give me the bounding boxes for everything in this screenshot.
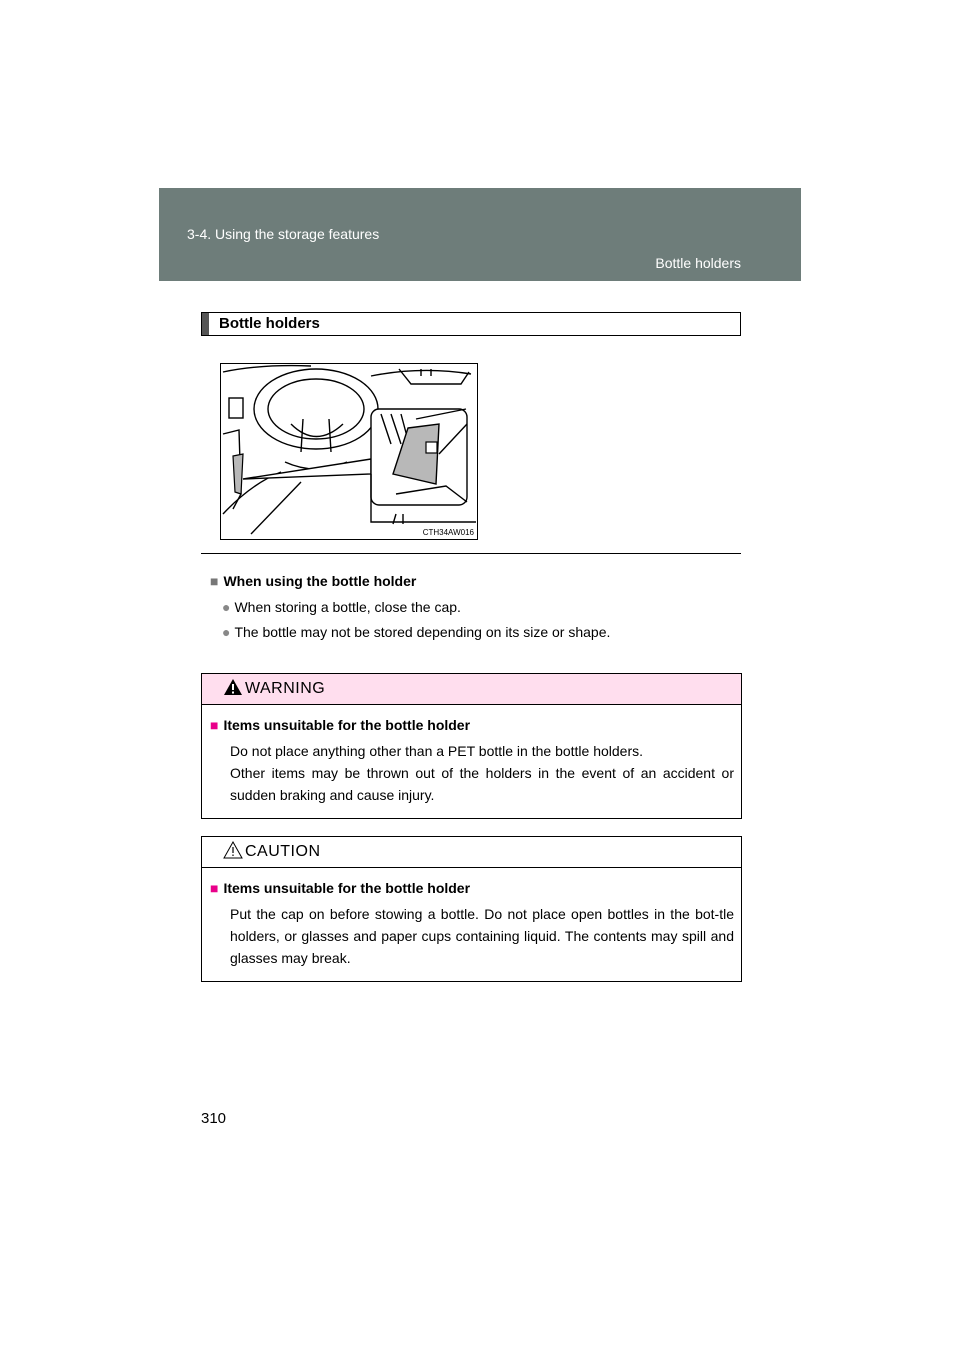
warning-heading: ■ Items unsuitable for the bottle holder [210,717,471,733]
section-divider [201,553,741,554]
warning-label: WARNING [245,680,326,697]
caution-triangle-icon [223,841,243,859]
page-number: 310 [201,1110,227,1127]
title-tab-marker [202,313,209,335]
caution-header [202,837,741,868]
warning-triangle-icon [223,678,243,696]
square-bullet-icon: ■ [210,573,219,589]
warning-header [202,674,741,705]
caution-heading: ■ Items unsuitable for the bottle holder [210,880,471,896]
circle-bullet-icon: ● [222,624,231,640]
usage-notes [210,573,740,649]
circle-bullet-icon: ● [222,599,231,615]
figure-code: CTH34AW016 [422,528,474,537]
section-label: 3-4. Using the storage features [187,226,380,242]
warning-text: Other items may be thrown out of the holders in the event of an accident or sudden braking and cause injury. [230,765,734,803]
list-item: ● The bottle may not be stored depending on its size or shape. [222,624,611,640]
dashboard-drawing [221,364,477,539]
caution-box [201,836,742,982]
warning-body [202,705,741,818]
section-title-bar [201,312,741,336]
topic-label: Bottle holders [655,255,741,271]
list-item: ● When storing a bottle, close the cap. [222,599,461,615]
warning-box [201,673,742,819]
page-header [159,188,801,281]
bottle-holder-illustration [220,363,478,540]
caution-label: CAUTION [245,843,321,860]
caution-text: Put the cap on before stowing a bottle. Do not place open bottles in the bot-tle holders, or glasses and paper cups containing liquid. The contents may spill and glasses may break. [230,906,734,966]
note-heading: ■ When using the bottle holder [210,573,417,589]
section-title: Bottle holders [219,315,320,332]
square-bullet-icon: ■ [210,880,219,896]
warning-text: Do not place anything other than a PET bottle in the bottle holders. [230,743,644,759]
square-bullet-icon: ■ [210,717,219,733]
caution-body [202,868,741,981]
